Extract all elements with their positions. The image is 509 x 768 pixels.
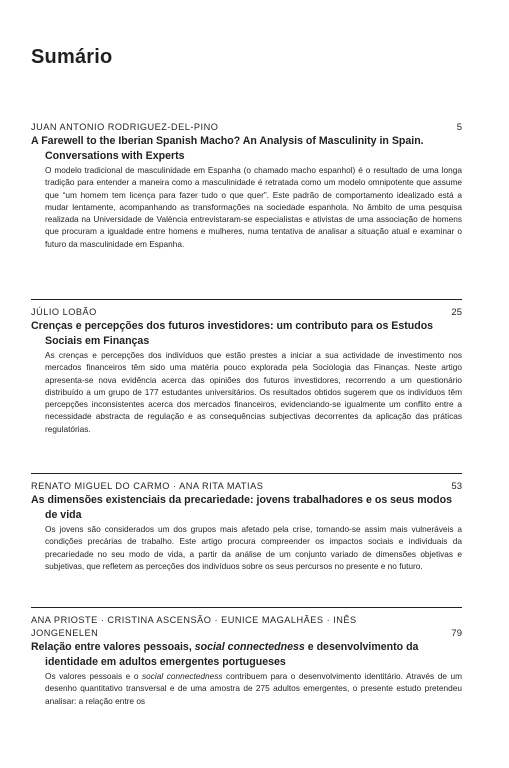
entry-abstract-italic: social connectedness [141, 671, 223, 681]
entry-authors: JÚLIO LOBÃO [31, 307, 97, 317]
entry-authors: JUAN ANTONIO RODRIGUEZ-DEL-PINO [31, 122, 219, 132]
author-row [31, 121, 462, 134]
toc-entry [31, 306, 462, 435]
toc-entry [31, 480, 462, 572]
entry-abstract: Os jovens são considerados um dos grupos mais afetado pela crise, tornando-se assim mais vulneráveis a condições precárias de trabalho. Este artigo procura compreender os impactos sociais e individuais da precariedade no seu modo de vida, a partir da análise de um conjunto variado de dimensões objetivas e subjetivas, que refletem as perceções dos indivíduos sobre os seus percursos no presente e no futuro. [45, 524, 462, 571]
section-divider [31, 607, 462, 608]
entry-authors: RENATO MIGUEL DO CARMO · ANA RITA MATIAS [31, 481, 264, 491]
entry-title-italic: social connectedness [194, 641, 305, 653]
entry-abstract-part: contribuem para o desenvolvimento identitário. Através de um desenho quantitativo transversal e de uma amostra de 275 adultos emergentes, o presente estudo pretendeu analisar: a relação entre os [45, 671, 462, 706]
entry-title-part: e desenvolvimento da identidade em adultos emergentes portugueses [45, 641, 419, 668]
entry-page-number: 79 [451, 628, 462, 639]
entry-title-part: Relação entre valores pessoais, [31, 641, 195, 653]
entry-title: As dimensões existenciais da precariedade: jovens trabalhadores e os seus modos de vida [31, 494, 452, 521]
entry-title [31, 640, 462, 670]
author-row [31, 306, 462, 319]
entry-page-number: 25 [451, 307, 462, 318]
author-row [31, 614, 462, 640]
entry-abstract: As crenças e percepções dos indivíduos que estão prestes a iniciar a sua actividade de investimento nos mercados financeiros têm sido uma matéria pouco explorada pela Sociologia das Finanças. Neste artigo apresenta-se nova evidência acerca das opiniões dos futuros investidores, recorrendo a um questionário distribuído a um grupo de 177 estudantes universitários. Os resultados obtidos sugerem que os indivíduos têm percepções inconsistentes acerca dos mercados financeiros, evidenciando-se igualmente um conflito entre a necessidade abstracta de regulação e as consequências subjectivas decorrentes da aplicação das práticas regulatórias. [45, 350, 462, 434]
toc-entry [31, 614, 462, 707]
toc-entry [31, 121, 462, 250]
entry-page-number: 53 [451, 481, 462, 492]
entry-title: Crenças e percepções dos futuros investidores: um contributo para os Estudos Sociais em Finanças [31, 320, 434, 347]
section-divider [31, 299, 462, 300]
entry-page-number: 5 [456, 122, 462, 133]
section-divider [31, 473, 462, 474]
entry-authors: ANA PRIOSTE · CRISTINA ASCENSÃO · EUNICE MAGALHÃES · INÊS JONGENELEN [31, 615, 357, 638]
page-title: Sumário [31, 46, 113, 68]
entry-abstract-part: Os valores pessoais e o [45, 671, 142, 681]
entry-abstract [31, 670, 462, 707]
entry-abstract: O modelo tradicional de masculinidade em Espanha (o chamado macho espanhol) é o resultado de uma longa tradição para entender a maneira como a masculinidade é retratada como um modelo omnipotente que assume que “um homem tem licença para fazer tudo o que quer”. Este padrão de comportamento idealizado está a mudar lentamente, acompanhando as transformações na sociedade espanhola. No âmbito de uma pesquisa realizada na Universidade de València entrevistaram-se especialistas e ativistas de uma associação de homens que procuram a igualdade entre homens e mulheres, numa tentativa de analisar a situação atual e examinar o futuro da masculinidade em Espanha. [45, 165, 462, 249]
entry-title: A Farewell to the Iberian Spanish Macho? An Analysis of Masculinity in Spain. Conversations with Experts [31, 135, 424, 162]
author-row [31, 480, 462, 493]
